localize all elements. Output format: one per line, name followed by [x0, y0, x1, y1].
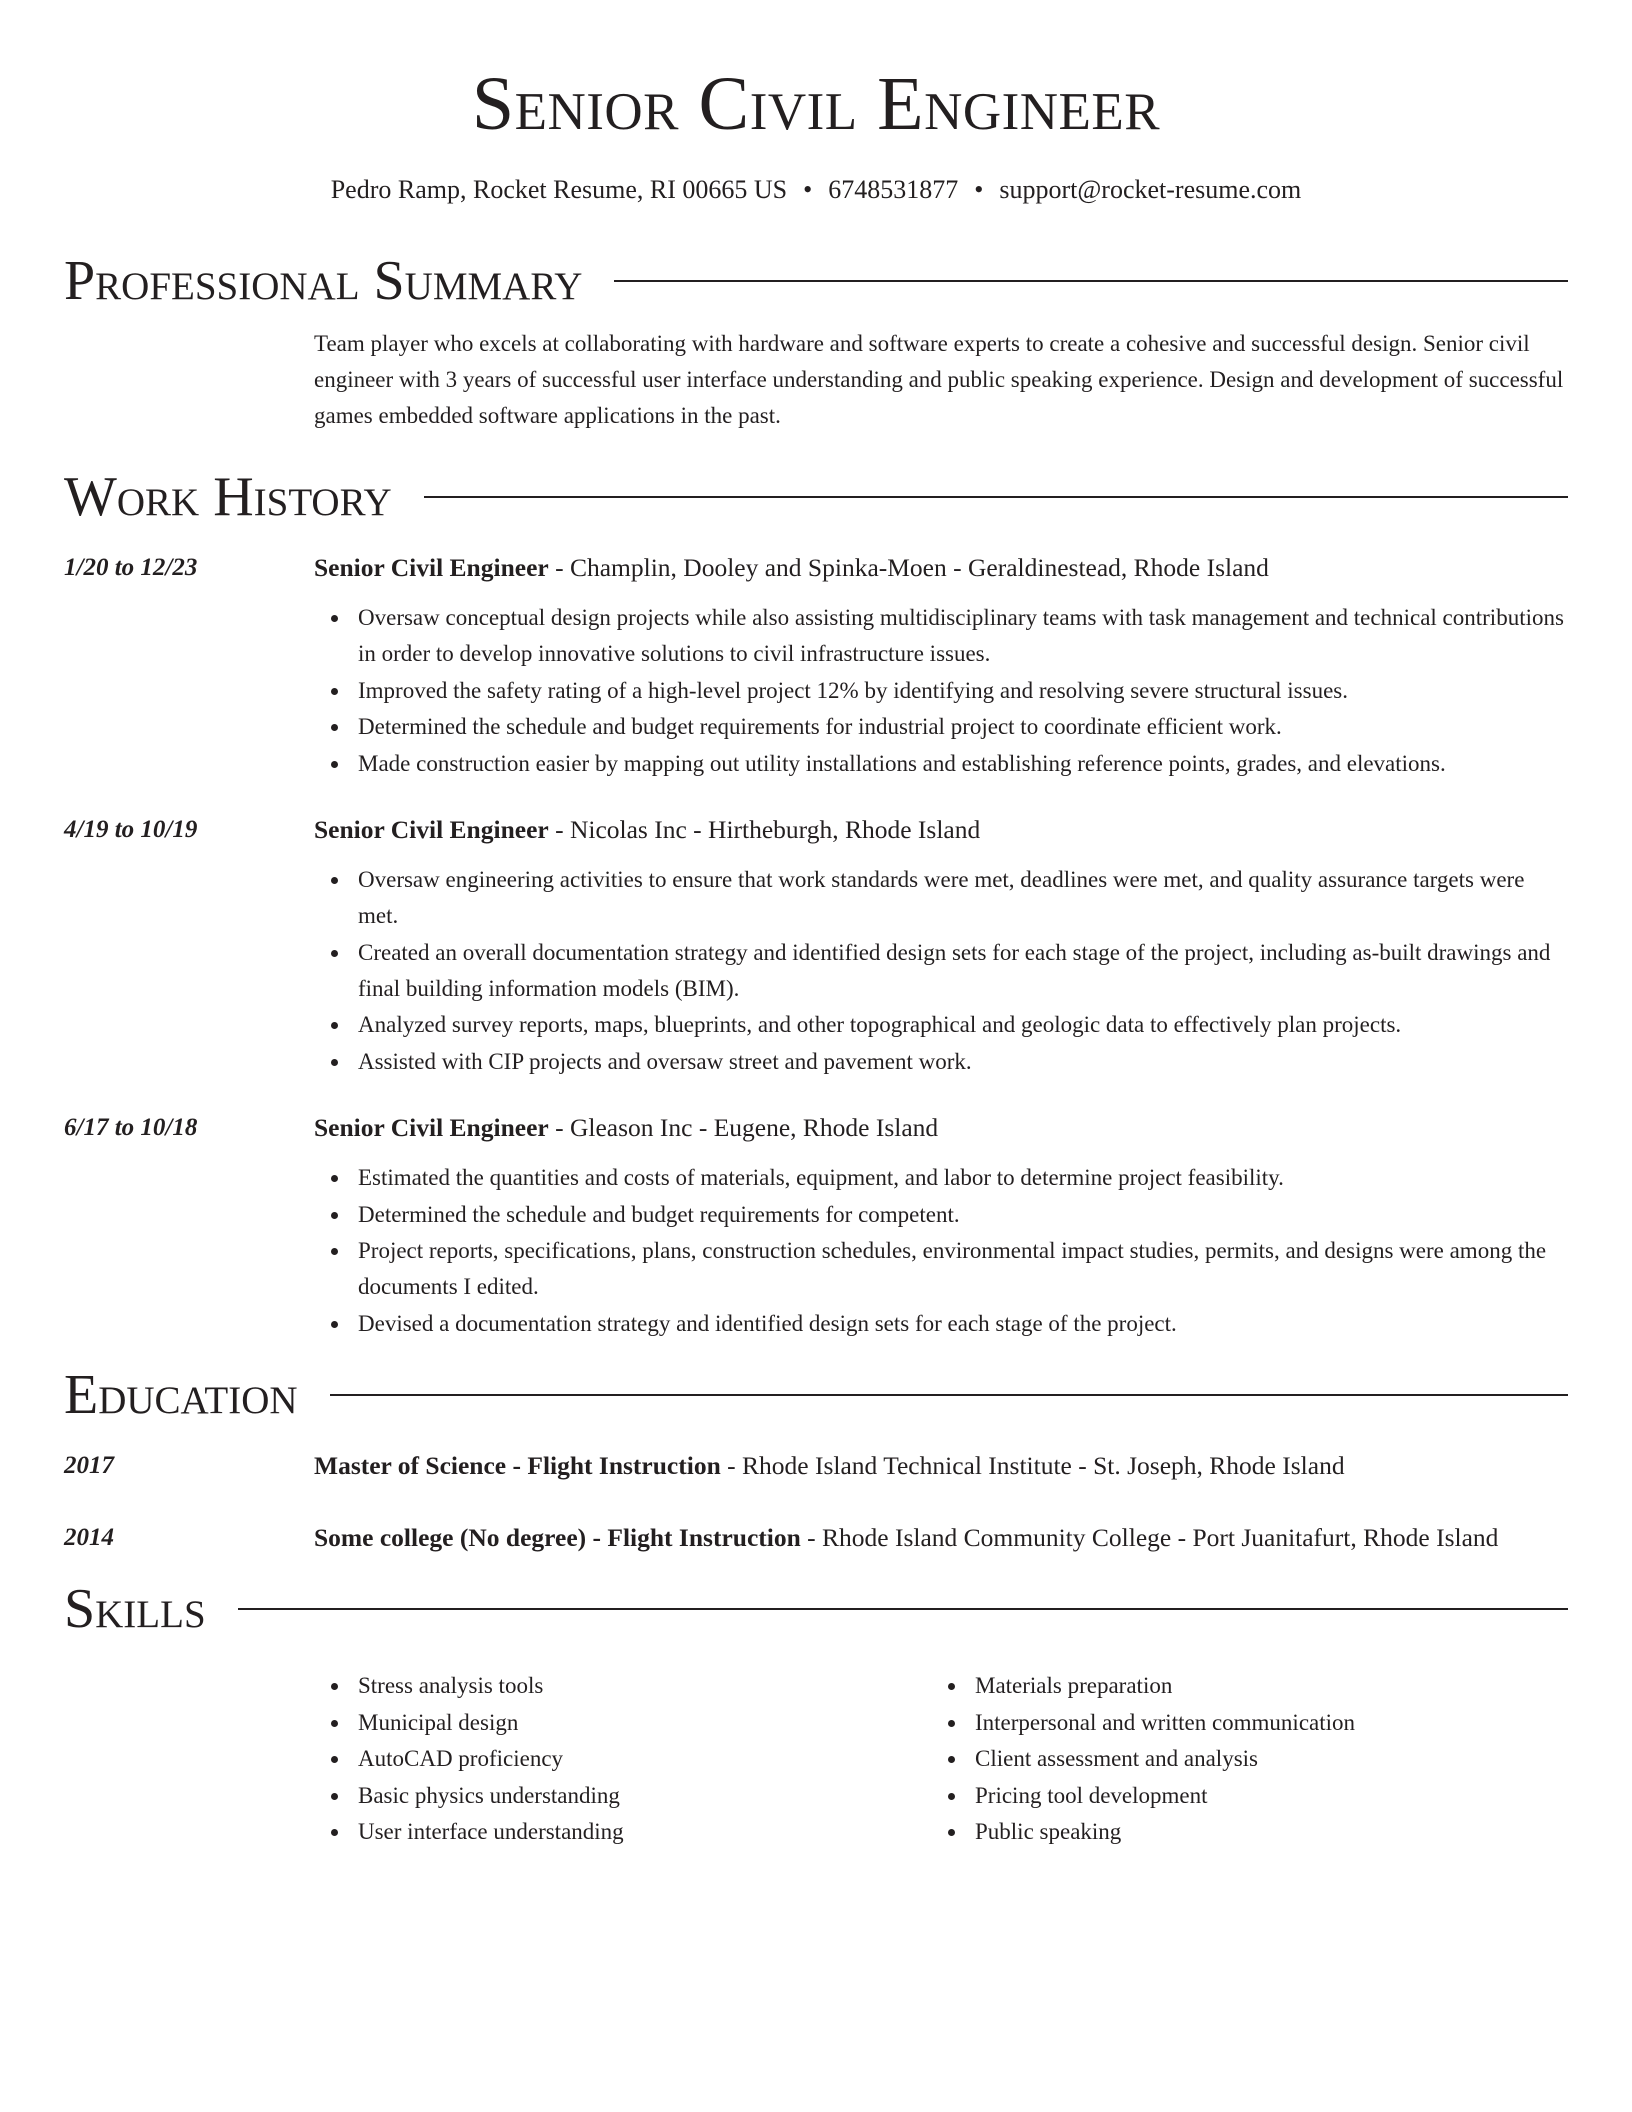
contact-line: [64, 172, 1568, 208]
contact-phone: 6748531877: [828, 175, 959, 204]
job-bullet: Determined the schedule and budget requirements for industrial project to coordinate efficient work.: [358, 709, 1568, 745]
education-entry: [64, 1520, 1568, 1556]
job-dates: 1/20 to 12/23: [64, 554, 198, 581]
resume-title: Senior Civil Engineer: [471, 62, 1161, 146]
skill-item: AutoCAD proficiency: [358, 1741, 931, 1777]
section-divider: [424, 496, 1568, 498]
skill-item: Stress analysis tools: [358, 1668, 931, 1704]
education-body: [314, 1520, 1568, 1556]
skill-item: Client assessment and analysis: [975, 1741, 1567, 1777]
education-school-location: - Rhode Island Technical Institute - St. Joseph, Rhode Island: [720, 1451, 1345, 1480]
job-entry: [64, 550, 1568, 782]
education-header: [314, 1520, 1568, 1556]
job-body: [314, 550, 1568, 782]
job-bullets: [314, 862, 1568, 1080]
job-title: Senior Civil Engineer: [314, 815, 549, 844]
summary-section: [64, 248, 1568, 434]
skills-list-left: [314, 1668, 931, 1851]
work-heading-row: [64, 464, 1568, 530]
resume-page: [64, 0, 1568, 1851]
job-bullet: Improved the safety rating of a high-level project 12% by identifying and resolving severe structural issues.: [358, 673, 1568, 709]
job-body: [314, 812, 1568, 1080]
education-section: [64, 1362, 1568, 1556]
job-bullet: Project reports, specifications, plans, construction schedules, environmental impact studies, permits, and designs were among the documents I edited.: [358, 1233, 1568, 1305]
skill-item: Basic physics understanding: [358, 1778, 931, 1814]
work-heading: Work History: [64, 466, 392, 528]
education-heading-row: [64, 1362, 1568, 1428]
job-title: Senior Civil Engineer: [314, 1113, 549, 1142]
job-bullet: Estimated the quantities and costs of materials, equipment, and labor to determine project feasibility.: [358, 1160, 1568, 1196]
education-degree: Some college (No degree) - Flight Instruction: [314, 1523, 801, 1552]
job-bullets: [314, 600, 1568, 782]
education-degree: Master of Science - Flight Instruction: [314, 1451, 721, 1480]
job-employer-location: - Nicolas Inc - Hirtheburgh, Rhode Island: [548, 815, 981, 844]
job-dates: 4/19 to 10/19: [64, 816, 198, 843]
summary-heading: Professional Summary: [64, 250, 583, 312]
skill-item: User interface understanding: [358, 1814, 931, 1850]
education-header: [314, 1448, 1568, 1484]
job-bullet: Created an overall documentation strategy and identified design sets for each stage of the project, including as-built drawings and final building information models (BIM).: [358, 935, 1568, 1007]
skill-item: Materials preparation: [975, 1668, 1567, 1704]
job-header: [314, 1110, 1568, 1146]
job-bullet: Determined the schedule and budget requirements for competent.: [358, 1197, 1568, 1233]
job-body: [314, 1110, 1568, 1342]
work-history-section: [64, 464, 1568, 1342]
job-bullet: Devised a documentation strategy and identified design sets for each stage of the project.: [358, 1306, 1568, 1342]
job-employer-location: - Gleason Inc - Eugene, Rhode Island: [548, 1113, 939, 1142]
section-divider: [614, 280, 1568, 282]
skill-item: Municipal design: [358, 1705, 931, 1741]
job-bullets: [314, 1160, 1568, 1342]
summary-text: Team player who excels at collaborating with hardware and software experts to create a cohesive and successful design. Senior civil engineer with 3 years of successful user interface understanding and public speaking experience. Design and development of successful games embedded software applications in the past.: [314, 331, 1564, 428]
job-employer-location: - Champlin, Dooley and Spinka-Moen - Geraldinestead, Rhode Island: [548, 553, 1269, 582]
education-school-location: - Rhode Island Community College - Port Juanitafurt, Rhode Island: [800, 1523, 1499, 1552]
job-bullet: Made construction easier by mapping out utility installations and establishing reference points, grades, and elevations.: [358, 746, 1568, 782]
skill-item: Pricing tool development: [975, 1778, 1567, 1814]
education-year: 2014: [64, 1524, 114, 1551]
contact-email: support@rocket-resume.com: [999, 175, 1302, 204]
skill-item: Interpersonal and written communication: [975, 1705, 1567, 1741]
skills-heading-row: [64, 1576, 1568, 1642]
skills-heading: Skills: [64, 1578, 206, 1640]
job-bullet: Oversaw engineering activities to ensure that work standards were met, deadlines were met, and quality assurance targets were met.: [358, 862, 1568, 934]
job-bullet: Analyzed survey reports, maps, blueprints, and other topographical and geologic data to effectively plan projects.: [358, 1007, 1568, 1043]
skills-columns: [314, 1668, 1568, 1851]
job-bullet: Assisted with CIP projects and oversaw street and pavement work.: [358, 1044, 1568, 1080]
job-entry: [64, 812, 1568, 1080]
skills-list-right: [931, 1668, 1567, 1851]
summary-heading-row: [64, 248, 1568, 314]
job-entry: [64, 1110, 1568, 1342]
section-divider: [330, 1394, 1568, 1396]
education-heading: Education: [64, 1364, 298, 1426]
job-header: [314, 812, 1568, 848]
job-title: Senior Civil Engineer: [314, 553, 549, 582]
contact-separator: •: [974, 175, 984, 204]
education-entry: [64, 1448, 1568, 1484]
contact-separator: •: [803, 175, 813, 204]
job-header: [314, 550, 1568, 586]
job-dates: 6/17 to 10/18: [64, 1114, 198, 1141]
job-bullet: Oversaw conceptual design projects while also assisting multidisciplinary teams with task management and technical contributions in order to develop innovative solutions to civil infrastructure issues.: [358, 600, 1568, 672]
section-divider: [238, 1608, 1568, 1610]
skills-section: [64, 1576, 1568, 1851]
education-year: 2017: [64, 1452, 114, 1479]
skill-item: Public speaking: [975, 1814, 1567, 1850]
education-body: [314, 1448, 1568, 1484]
contact-address: Pedro Ramp, Rocket Resume, RI 00665 US: [330, 175, 788, 204]
summary-content: [314, 326, 1568, 434]
